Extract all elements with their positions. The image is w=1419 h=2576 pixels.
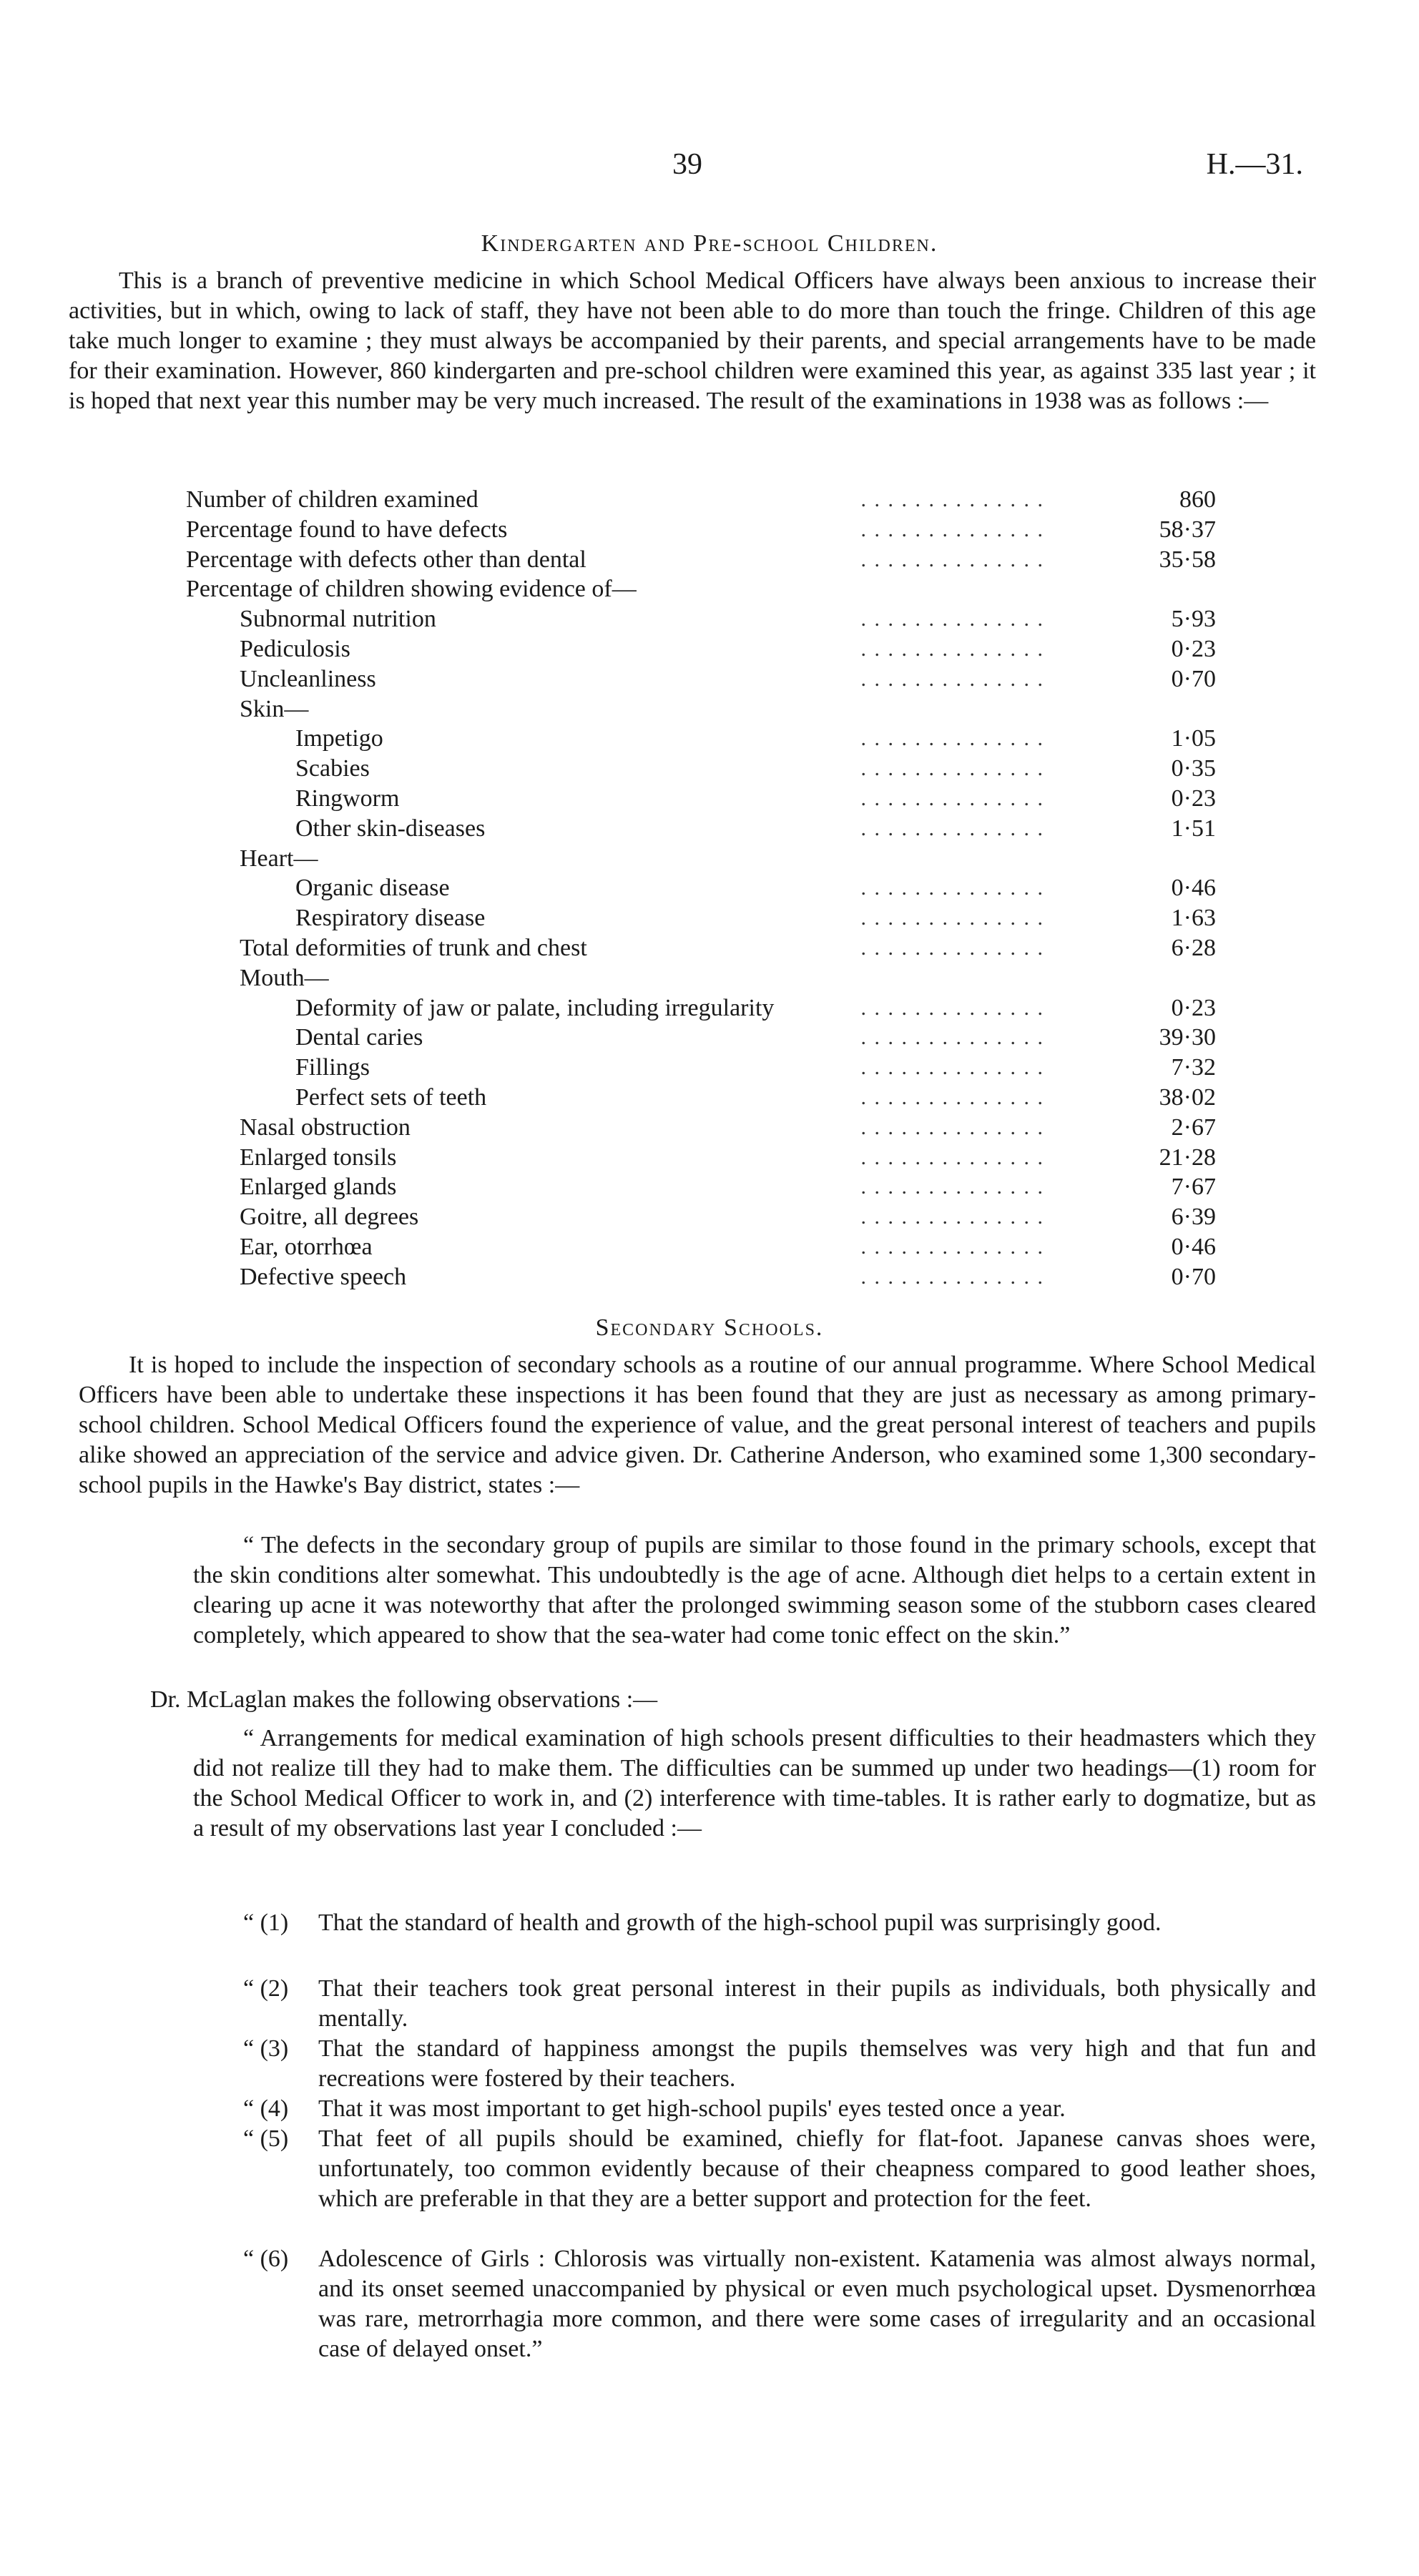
leader-dots: . . . . . . . . . . . . . . <box>860 1145 1044 1169</box>
stat-value: 39·30 <box>1159 1024 1216 1051</box>
stat-row <box>295 814 1216 844</box>
stat-row <box>186 515 1216 545</box>
stat-label: Fillings <box>295 1054 370 1081</box>
stat-value: 2·67 <box>1171 1114 1216 1141</box>
stat-row <box>186 574 1216 604</box>
stat-value: 0·23 <box>1171 785 1216 812</box>
leader-dots: . . . . . . . . . . . . . . <box>860 1264 1044 1289</box>
stat-value: 21·28 <box>1159 1144 1216 1171</box>
stat-row <box>240 1202 1216 1232</box>
stat-row <box>240 604 1216 634</box>
stat-label: Scabies <box>295 755 370 782</box>
observation-number: “ (3) <box>243 2035 289 2062</box>
stat-label: Ear, otorrhœa <box>240 1234 373 1260</box>
leader-dots: . . . . . . . . . . . . . . <box>860 517 1044 541</box>
leader-dots: . . . . . . . . . . . . . . <box>860 667 1044 691</box>
stat-label: Ringworm <box>295 785 400 812</box>
mclaglan-quote: “ Arrangements for medical examination of high schools present difficulties to their headmasters which they did not realize till they had to make them. The difficulties can be summed up under two headings—(1) room for the School Medical Officer to work in, and (2) interference with time-tables. It is rather early to dogmatize, but as a result of my observations last year I concluded :— <box>193 1725 1316 1842</box>
observation-item <box>243 2124 1316 2214</box>
stat-label: Pediculosis <box>240 636 350 662</box>
stat-row <box>240 963 1216 993</box>
stat-row <box>240 1262 1216 1292</box>
observation-text: Adolescence of Girls : Chlorosis was virtually non-existent. Katamenia was almost always normal, and its onset seemed unaccompanied by physical or even much psychological upset. Dysmenorrhœa was rare, metrorrhagia more common, and there were some cases of irregularity and an occasional case of delayed onset.” <box>318 2246 1316 2362</box>
stat-row <box>295 903 1216 933</box>
stat-label: Enlarged tonsils <box>240 1144 397 1171</box>
stat-value: 1·63 <box>1171 905 1216 932</box>
leader-dots: . . . . . . . . . . . . . . <box>860 936 1044 960</box>
observation-item <box>243 2094 1316 2124</box>
leader-dots: . . . . . . . . . . . . . . <box>860 488 1044 511</box>
stat-value: 0·46 <box>1171 875 1216 902</box>
stat-row <box>240 933 1216 963</box>
observation-number: “ (6) <box>243 2246 289 2272</box>
stat-row <box>295 754 1216 784</box>
stat-label: Defective speech <box>240 1263 407 1290</box>
leader-dots: . . . . . . . . . . . . . . <box>860 1205 1044 1229</box>
leader-dots: . . . . . . . . . . . . . . <box>860 757 1044 781</box>
stat-row <box>240 1172 1216 1202</box>
stat-row <box>295 1023 1216 1053</box>
stat-row <box>240 844 1216 874</box>
stat-value: 7·67 <box>1171 1174 1216 1201</box>
observation-text: That the standard of health and growth of the high-school pupil was surprisingly good. <box>318 1909 1162 1936</box>
observation-text: That it was most important to get high-school pupils' eyes tested once a year. <box>318 2095 1066 2122</box>
stat-label: Respiratory disease <box>295 905 486 932</box>
observation-number: “ (2) <box>243 1975 289 2002</box>
stat-row <box>295 873 1216 903</box>
page-number: 39 <box>672 148 702 181</box>
leader-dots: . . . . . . . . . . . . . . <box>860 547 1044 571</box>
stat-label: Number of children examined <box>186 486 478 513</box>
observation-item <box>243 1974 1316 2034</box>
stat-value: 6·39 <box>1171 1204 1216 1231</box>
stat-label: Heart— <box>240 845 318 872</box>
observation-number: “ (4) <box>243 2095 289 2122</box>
leader-dots: . . . . . . . . . . . . . . <box>860 876 1044 900</box>
stat-value: 0·23 <box>1171 636 1216 662</box>
leader-dots: . . . . . . . . . . . . . . <box>860 727 1044 751</box>
stat-label: Deformity of jaw or palate, including irregularity <box>295 994 775 1021</box>
stat-label: Nasal obstruction <box>240 1114 411 1141</box>
leader-dots: . . . . . . . . . . . . . . <box>860 1235 1044 1259</box>
section-heading-kindergarten: Kindergarten and Pre-school Children. <box>481 230 938 257</box>
stat-row <box>240 634 1216 664</box>
stat-label: Uncleanliness <box>240 665 376 692</box>
leader-dots: . . . . . . . . . . . . . . <box>860 1175 1044 1199</box>
stat-row <box>240 694 1216 724</box>
stat-row <box>295 784 1216 814</box>
stat-row <box>240 664 1216 694</box>
stat-value: 0·70 <box>1171 1263 1216 1290</box>
stat-label: Goitre, all degrees <box>240 1204 419 1231</box>
stat-value: 35·58 <box>1159 546 1216 573</box>
stat-row <box>295 1053 1216 1083</box>
leader-dots: . . . . . . . . . . . . . . <box>860 1026 1044 1050</box>
stat-label: Mouth— <box>240 964 329 991</box>
observation-text: That their teachers took great personal interest in their pupils as individuals, both physically and mentally. <box>318 1975 1316 2032</box>
observation-text: That feet of all pupils should be examined, chiefly for flat-foot. Japanese canvas shoes were, unfortunately, too common evidently because of their cheapness compared to good leather shoes, which are preferable in that they are a better support and protection for the feet. <box>318 2125 1316 2212</box>
stat-value: 860 <box>1179 486 1216 513</box>
stat-value: 5·93 <box>1171 606 1216 633</box>
stat-value: 0·46 <box>1171 1234 1216 1260</box>
stat-label: Dental caries <box>295 1024 423 1051</box>
section-heading-secondary: Secondary Schools. <box>595 1314 824 1341</box>
mclaglan-intro: Dr. McLaglan makes the following observations :— <box>150 1686 658 1713</box>
stat-row <box>240 1143 1216 1173</box>
leader-dots: . . . . . . . . . . . . . . <box>860 816 1044 840</box>
stat-label: Organic disease <box>295 875 450 902</box>
stat-label: Enlarged glands <box>240 1174 397 1201</box>
observation-item <box>243 2034 1316 2094</box>
secondary-paragraph: It is hoped to include the inspection of secondary schools as a routine of our annual programme. Where School Medical Officers have been able to undertake these inspections it has been found that they are just as necessary as among primary-school children. School Medical Officers found the experience of value, and the great personal interest of teachers and pupils alike showed an appreciation of the service and advice given. Dr. Catherine Anderson, who examined some 1,300 secondary-school pupils in the Hawke's Bay district, states :— <box>79 1352 1316 1498</box>
stat-value: 6·28 <box>1171 935 1216 961</box>
leader-dots: . . . . . . . . . . . . . . <box>860 906 1044 930</box>
stat-label: Percentage with defects other than dental <box>186 546 586 573</box>
stat-row <box>240 1232 1216 1262</box>
observation-item <box>243 1908 1316 1938</box>
stat-value: 0·35 <box>1171 755 1216 782</box>
observation-number: “ (1) <box>243 1909 289 1936</box>
stat-value: 38·02 <box>1159 1084 1216 1111</box>
anderson-quote: “ The defects in the secondary group of pupils are similar to those found in the primary schools, except that the skin conditions alter somewhat. This undoubtedly is the age of acne. Although diet helps to a certain extent in clearing up acne it was noteworthy that after the prolonged swimming season some of the stubborn cases cleared completely, which appeared to show that the sea-water had come tonic effect on the skin.” <box>193 1532 1316 1648</box>
leader-dots: . . . . . . . . . . . . . . <box>860 1056 1044 1080</box>
stat-value: 1·51 <box>1171 815 1216 842</box>
stat-value: 0·70 <box>1171 665 1216 692</box>
stat-label: Perfect sets of teeth <box>295 1084 487 1111</box>
stat-row <box>295 993 1216 1023</box>
observation-text: That the standard of happiness amongst the pupils themselves was very high and that fun and recreations were fostered by their teachers. <box>318 2035 1316 2092</box>
stat-label: Other skin-diseases <box>295 815 486 842</box>
stat-value: 0·23 <box>1171 994 1216 1021</box>
stat-value: 1·05 <box>1171 725 1216 752</box>
stat-value: 58·37 <box>1159 516 1216 543</box>
document-reference: H.—31. <box>1206 148 1303 181</box>
observation-item <box>243 2244 1316 2364</box>
stat-row <box>240 1113 1216 1143</box>
stat-label: Percentage found to have defects <box>186 516 508 543</box>
stat-row <box>186 545 1216 575</box>
stat-label: Subnormal nutrition <box>240 606 436 633</box>
leader-dots: . . . . . . . . . . . . . . <box>860 787 1044 810</box>
intro-paragraph: This is a branch of preventive medicine in which School Medical Officers have always been anxious to increase their activities, but in which, owing to lack of staff, they have not been able to do more than touch the fringe. Children of this age take much longer to examine ; they must always be accompanied by their parents, and special arrangements have to be made for their examination. However, 860 kindergarten and pre-school children were examined this year, as against 335 last year ; it is hoped that next year this number may be very much increased. The result of the examinations in 1938 was as follows :— <box>69 267 1316 414</box>
stat-label: Total deformities of trunk and chest <box>240 935 587 961</box>
stat-row <box>186 485 1216 515</box>
stat-label: Impetigo <box>295 725 383 752</box>
leader-dots: . . . . . . . . . . . . . . <box>860 637 1044 661</box>
stat-label: Percentage of children showing evidence of— <box>186 576 637 603</box>
leader-dots: . . . . . . . . . . . . . . <box>860 1086 1044 1109</box>
stat-row <box>295 1083 1216 1113</box>
stat-label: Skin— <box>240 695 309 722</box>
stat-row <box>295 724 1216 754</box>
stat-value: 7·32 <box>1171 1054 1216 1081</box>
leader-dots: . . . . . . . . . . . . . . <box>860 1115 1044 1139</box>
leader-dots: . . . . . . . . . . . . . . <box>860 996 1044 1020</box>
observation-number: “ (5) <box>243 2125 289 2152</box>
leader-dots: . . . . . . . . . . . . . . <box>860 607 1044 631</box>
